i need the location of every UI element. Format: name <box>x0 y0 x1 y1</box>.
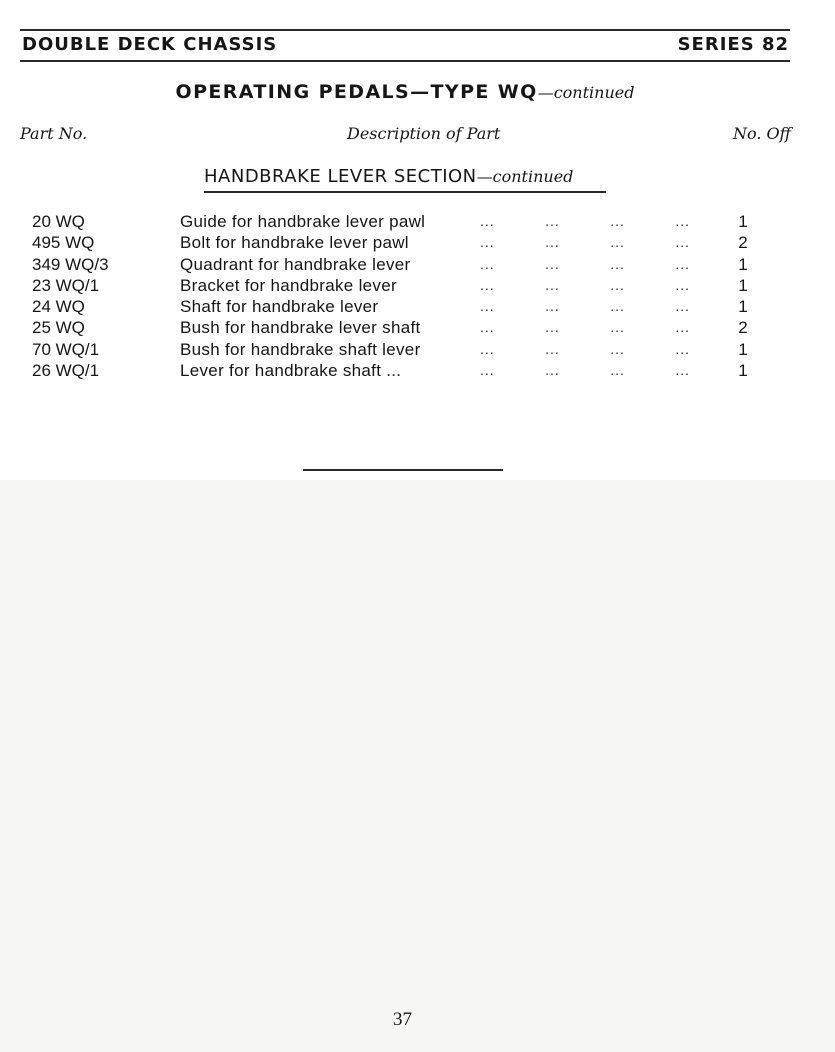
part-number: 24 WQ <box>32 297 85 317</box>
part-description: Bracket for handbrake lever <box>180 275 397 295</box>
part-number: 25 WQ <box>32 318 85 338</box>
column-header-quantity: No. Off <box>733 124 791 143</box>
header-top-rule <box>20 29 790 31</box>
part-quantity: 2 <box>738 318 748 338</box>
part-quantity: 1 <box>738 275 748 295</box>
end-of-section-rule <box>303 469 503 471</box>
section-continued: —continued <box>537 83 635 102</box>
part-number: 23 WQ/1 <box>32 275 100 295</box>
running-head-series: SERIES 82 <box>677 34 789 55</box>
part-number: 349 WQ/3 <box>32 254 109 274</box>
page-lower-area <box>0 480 835 1052</box>
dot-leaders: ... ... ... ... <box>480 234 690 251</box>
parts-row <box>0 211 835 232</box>
parts-row <box>0 296 835 317</box>
part-description: Bush for handbrake shaft lever <box>180 339 421 359</box>
part-description: Guide for handbrake lever pawl <box>180 212 426 231</box>
part-quantity: 1 <box>738 254 748 274</box>
parts-row <box>0 360 835 381</box>
part-quantity: 1 <box>738 212 748 231</box>
part-number: 70 WQ/1 <box>32 339 100 359</box>
part-description: Lever for handbrake shaft ... <box>180 361 402 381</box>
dot-leaders: ... ... ... ... <box>480 298 690 315</box>
dot-leaders: ... ... ... ... <box>480 362 690 379</box>
part-number: 26 WQ/1 <box>32 361 100 381</box>
part-description: Bush for handbrake lever shaft <box>180 318 421 338</box>
parts-row <box>0 317 835 338</box>
part-quantity: 1 <box>738 339 748 359</box>
header-bottom-rule <box>20 60 790 62</box>
dot-leaders: ... ... ... ... <box>480 340 690 357</box>
part-description: Shaft for handbrake lever <box>180 297 379 317</box>
part-description: Quadrant for handbrake lever <box>180 254 411 274</box>
parts-row <box>0 275 835 296</box>
part-description: Bolt for handbrake lever pawl <box>180 233 409 253</box>
subsection-title: HANDBRAKE LEVER SECTION <box>204 166 477 187</box>
dot-leaders: ... ... ... ... <box>480 213 690 229</box>
part-number: 20 WQ <box>32 212 85 231</box>
page-number: 37 <box>393 1009 412 1030</box>
column-header-part-no: Part No. <box>20 124 88 143</box>
section-title-text: OPERATING PEDALS—TYPE WQ <box>175 81 538 103</box>
column-header-description: Description of Part <box>347 124 501 143</box>
section-title <box>0 80 810 105</box>
part-quantity: 1 <box>738 361 748 381</box>
dot-leaders: ... ... ... ... <box>480 276 690 293</box>
parts-row <box>0 254 835 275</box>
part-quantity: 1 <box>738 297 748 317</box>
dot-leaders: ... ... ... ... <box>480 319 690 336</box>
running-head-title: DOUBLE DECK CHASSIS <box>22 34 278 55</box>
dot-leaders: ... ... ... ... <box>480 255 690 272</box>
part-quantity: 2 <box>738 233 748 253</box>
subsection-heading <box>204 166 606 193</box>
parts-list <box>0 211 835 381</box>
parts-row <box>0 339 835 360</box>
part-number: 495 WQ <box>32 233 95 253</box>
parts-row <box>0 232 835 253</box>
subsection-continued: —continued <box>476 167 574 186</box>
